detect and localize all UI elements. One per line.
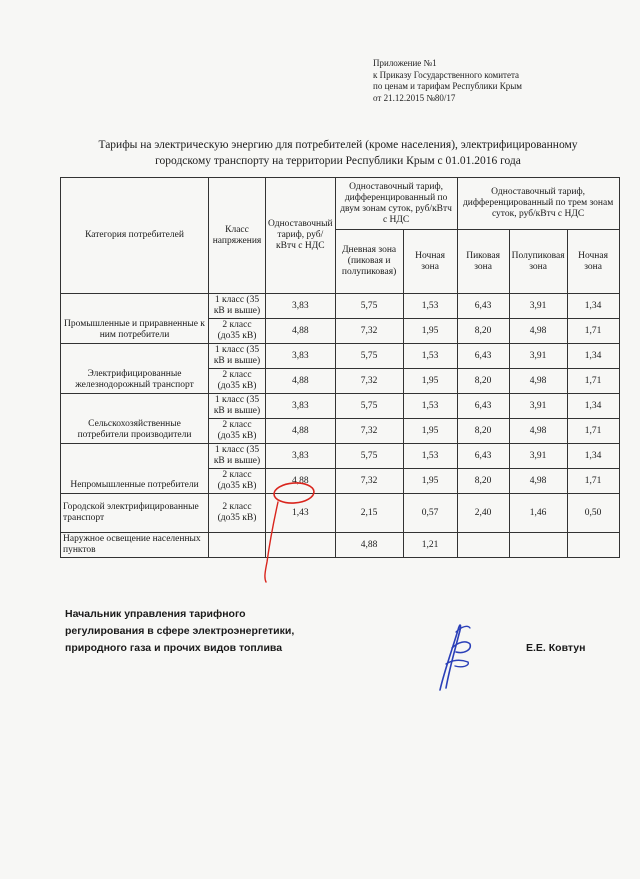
table-row (61, 344, 620, 369)
voltage-cell: 2 класс (до35 кВ) (209, 369, 266, 394)
value-cell: 8,20 (457, 469, 509, 494)
handwritten-signature (440, 625, 470, 690)
value-cell: 1,95 (403, 419, 457, 444)
value-cell: 1,71 (567, 369, 619, 394)
value-cell: 3,91 (509, 444, 567, 469)
value-cell: 3,83 (266, 444, 336, 469)
document-title (58, 137, 618, 169)
value-cell: 1,71 (567, 469, 619, 494)
value-cell: 1,21 (403, 533, 457, 558)
category-cell: Непромышленные потребители (61, 444, 209, 494)
voltage-cell: 2 класс (до35 кВ) (209, 469, 266, 494)
category-cell: Наружное освещение населенных пунктов (61, 533, 209, 558)
value-cell: 3,83 (266, 344, 336, 369)
table-row (61, 394, 620, 419)
value-cell: 4,98 (509, 319, 567, 344)
value-cell: 4,88 (266, 419, 336, 444)
value-cell: 1,95 (403, 319, 457, 344)
table-row (61, 494, 620, 533)
table-row (61, 294, 620, 319)
category-cell: Промышленные и приравненные к ним потребители (61, 294, 209, 344)
signatory-name: Е.Е. Ковтун (526, 642, 586, 654)
value-cell: 6,43 (457, 294, 509, 319)
value-cell: 3,83 (266, 394, 336, 419)
header-half-peak-zone: Полупиковая зона (509, 230, 567, 294)
value-cell: 3,91 (509, 294, 567, 319)
empty-cell (567, 533, 619, 558)
value-cell: 5,75 (335, 444, 403, 469)
tariff-table (60, 177, 620, 558)
voltage-cell: 2 класс (до35 кВ) (209, 319, 266, 344)
voltage-cell: 1 класс (35 кВ и выше) (209, 394, 266, 419)
header-three-zone: Одноставочный тариф, дифференцированный по трем зонам суток, руб/кВтч с НДС (457, 178, 619, 230)
value-cell: 1,34 (567, 394, 619, 419)
value-cell: 2,40 (457, 494, 509, 533)
value-cell: 5,75 (335, 394, 403, 419)
category-cell: Городской электрифицированные транспорт (61, 494, 209, 533)
header-peak-zone: Пиковая зона (457, 230, 509, 294)
value-cell: 1,95 (403, 369, 457, 394)
header-night-zone-3: Ночная зона (567, 230, 619, 294)
voltage-cell: 2 класс (до35 кВ) (209, 419, 266, 444)
value-cell: 1,71 (567, 419, 619, 444)
value-cell: 0,50 (567, 494, 619, 533)
value-cell: 4,98 (509, 419, 567, 444)
value-cell: 5,75 (335, 294, 403, 319)
category-cell: Электрифицированные железнодорожный транспорт (61, 344, 209, 394)
value-cell: 4,88 (266, 369, 336, 394)
value-cell: 1,43 (266, 494, 336, 533)
empty-cell (509, 533, 567, 558)
signatory-title (65, 606, 294, 657)
value-cell: 4,88 (266, 319, 336, 344)
table-row (61, 444, 620, 469)
value-cell: 4,88 (335, 533, 403, 558)
voltage-cell: 1 класс (35 кВ и выше) (209, 294, 266, 319)
appendix-line: от 21.12.2015 №80/17 (373, 92, 456, 103)
appendix-line: к Приказу Государственного комитета (373, 69, 519, 80)
value-cell: 1,95 (403, 469, 457, 494)
category-cell: Сельскохозяйственные потребители производители (61, 394, 209, 444)
appendix-block (373, 58, 522, 104)
title-line: Тарифы на электрическую энергию для потребителей (кроме населения), электрифицированному (98, 139, 578, 151)
value-cell: 7,32 (335, 319, 403, 344)
value-cell: 4,98 (509, 369, 567, 394)
value-cell: 6,43 (457, 344, 509, 369)
value-cell: 1,46 (509, 494, 567, 533)
value-cell: 5,75 (335, 344, 403, 369)
value-cell: 7,32 (335, 369, 403, 394)
voltage-cell: 1 класс (35 кВ и выше) (209, 344, 266, 369)
value-cell: 1,34 (567, 294, 619, 319)
value-cell: 1,53 (403, 294, 457, 319)
value-cell: 1,53 (403, 394, 457, 419)
header-two-zone: Одноставочный тариф, дифференцированный по двум зонам суток, руб/кВтч с НДС (335, 178, 457, 230)
value-cell: 6,43 (457, 394, 509, 419)
signatory-line: Начальник управления тарифного (65, 608, 246, 620)
value-cell-highlighted: 4,88 (266, 469, 336, 494)
value-cell: 7,32 (335, 469, 403, 494)
empty-cell (209, 533, 266, 558)
table-row (61, 533, 620, 558)
value-cell: 6,43 (457, 444, 509, 469)
value-cell: 7,32 (335, 419, 403, 444)
appendix-line: по ценам и тарифам Республики Крым (373, 81, 522, 91)
header-day-zone: Дневная зона (пиковая и полупиковая) (335, 230, 403, 294)
title-line: городскому транспорту на территории Республики Крым с 01.01.2016 года (155, 155, 521, 167)
empty-cell (266, 533, 336, 558)
empty-cell (457, 533, 509, 558)
voltage-cell: 2 класс (до35 кВ) (209, 494, 266, 533)
signatory-line: природного газа и прочих видов топлива (65, 642, 283, 654)
value-cell: 4,98 (509, 469, 567, 494)
value-cell: 3,91 (509, 344, 567, 369)
value-cell: 1,71 (567, 319, 619, 344)
voltage-cell: 1 класс (35 кВ и выше) (209, 444, 266, 469)
value-cell: 1,53 (403, 444, 457, 469)
value-cell: 2,15 (335, 494, 403, 533)
appendix-line: Приложение №1 (373, 58, 437, 68)
value-cell: 3,91 (509, 394, 567, 419)
value-cell: 1,53 (403, 344, 457, 369)
signatory-line: регулирования в сфере электроэнергетики, (65, 625, 295, 637)
value-cell: 8,20 (457, 369, 509, 394)
value-cell: 0,57 (403, 494, 457, 533)
value-cell: 8,20 (457, 319, 509, 344)
value-cell: 3,83 (266, 294, 336, 319)
header-single-rate: Одноставочный тариф, руб/кВтч с НДС (266, 178, 336, 294)
header-night-zone: Ночная зона (403, 230, 457, 294)
header-category: Категория потребителей (61, 178, 209, 294)
value-cell: 8,20 (457, 419, 509, 444)
value-cell: 1,34 (567, 344, 619, 369)
header-voltage: Класс напряжения (209, 178, 266, 294)
value-cell: 1,34 (567, 444, 619, 469)
